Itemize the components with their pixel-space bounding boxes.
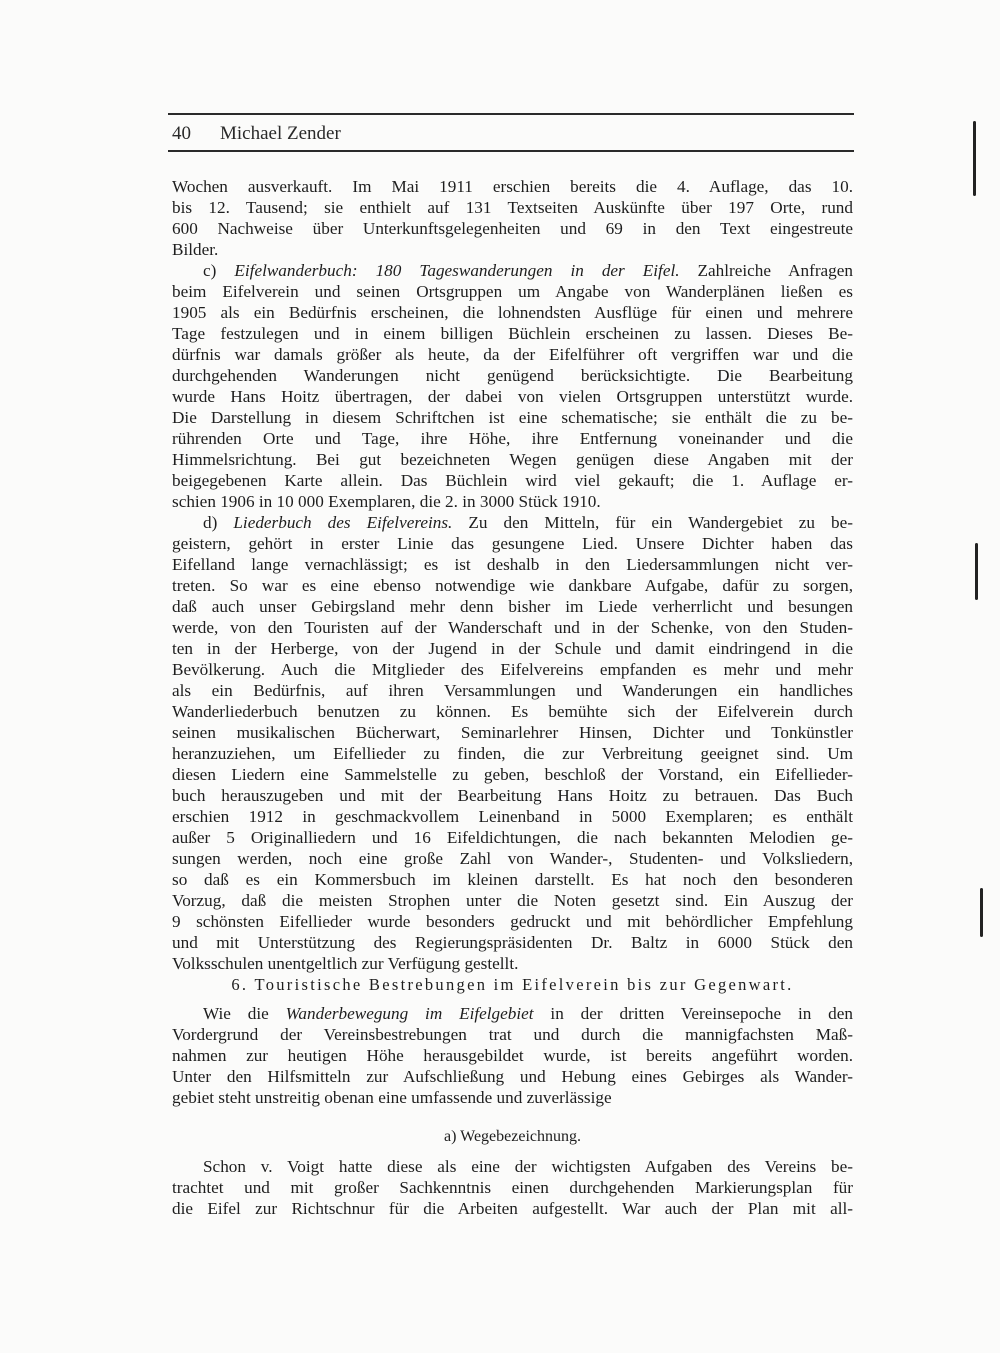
text-line: beim Eifelverein und seinen Ortsgruppen um Angabe von Wanderplänen ließen es [172,282,853,301]
binding-mark [980,888,983,937]
text-line: Unter den Hilfsmitteln zur Aufschließung und Hebung eines Gebirges als Wander- [172,1067,853,1086]
text-line: heranzuziehen, um Eifellieder zu finden, die zur Verbreitung geeignet sind. Um [172,744,853,763]
text-fragment: Wie die [203,1004,286,1023]
text-line: geistern, gehört in erster Linie das gesungene Lied. Unsere Dichter haben das [172,534,853,553]
subsection-a-text [172,1156,853,1219]
section-title: Liederbuch des Eifelvereins. [233,513,453,532]
text-fragment: in der dritten Vereinsepoche in den [533,1004,853,1023]
text-line: 600 Nachweise über Unterkunftsgelegenheiten und 69 in den Text eingestreute [172,219,853,238]
text-line: diesen Liedern eine Sammelstelle zu geben, beschloß der Vorstand, ein Eifellieder- [172,765,853,784]
text-line: sungen werden, noch eine große Zahl von Wander-, Studenten- und Volksliedern, [172,849,853,868]
text-line: gebiet steht unstreitig obenan eine umfassende und zuverlässige [172,1088,612,1107]
text-line: nahmen zur heutigen Höhe herausgebildet wurde, ist bereits angeführt worden. [172,1046,853,1065]
text-line [172,512,853,533]
text-line: so daß es ein Kommersbuch im kleinen darstellt. Es hat noch den besonderen [172,870,853,889]
emphasis: Wanderbewegung im Eifelgebiet [285,1004,534,1023]
text-line: rührenden Orte und Tage, ihre Höhe, ihre Entfernung voneinander und die [172,429,853,448]
text-line: dürfnis war damals größer als heute, da der Eifelführer oft vergriffen war und die [172,345,853,364]
text-line: bis 12. Tausend; sie enthielt auf 131 Textseiten Auskünfte über 197 Orte, rund [172,198,853,217]
text-line: 1905 als ein Bedürfnis erscheinen, die lohnendsten Ausflüge für einen und mehrere [172,303,853,322]
text-line: daß auch unser Gebirgsland mehr denn bisher im Liede verherrlicht und besungen [172,597,853,616]
text-line: Bevölkerung. Auch die Mitglieder des Eifelvereins empfanden es mehr und mehr [172,660,853,679]
running-head [172,121,341,147]
text-line: außer 5 Originalliedern und 16 Eifeldichtungen, die nach bekannten Melodien ge- [172,828,853,847]
chapter-6-intro [172,1003,853,1108]
section-label: d) [203,513,234,532]
section-label: c) [203,261,235,280]
page-number: 40 [172,123,191,144]
text-line: Vordergrund der Vereinsbestrebungen trat und durch die mannigfachsten Maß- [172,1025,853,1044]
section-c-eifelwanderbuch [172,260,853,512]
text-line: Vorzug, daß die meisten Strophen unter die Noten gesetzt sind. Ein Auszug der [172,891,853,910]
text-line: Volksschulen unentgeltlich zur Verfügung gestellt. [172,954,519,973]
text-line: werde, von den Touristen auf der Wanderschaft und in der Schenke, von den Studen- [172,618,853,637]
header-bottom-rule [168,150,854,152]
paragraph-continuation [172,176,853,260]
text-line: Wanderliederbuch benutzen zu können. Es bemühte sich der Eifelverein durch [172,702,853,721]
text-line: trachtet und mit großer Sachkenntnis einen durchgehenden Markierungsplan für [172,1178,853,1197]
subsection-a [172,1126,853,1147]
text-line: Schon v. Voigt hatte diese als eine der wichtigsten Aufgaben des Vereins be- [203,1157,853,1176]
text-line: und mit Unterstützung des Regierungspräsidenten Dr. Baltz in 6000 Stück den [172,933,853,952]
section-d-liederbuch [172,512,853,974]
chapter-6 [172,974,853,995]
text-line: Wochen ausverkauft. Im Mai 1911 erschien bereits die 4. Auflage, das 10. [172,177,853,196]
text-line: Bilder. [172,240,219,259]
text-line: treten. So war es eine ebenso notwendige wie dankbare Aufgabe, dafür zu sorgen, [172,576,853,595]
text-line: Himmelsrichtung. Bei gut bezeichneten Wegen genügen diese Angaben mit der [172,450,853,469]
binding-mark [975,543,978,600]
text-line: seinen musikalischen Bücherwart, Seminarlehrer Hinsen, Dichter und Tonkünstler [172,723,853,742]
text-line: ten in der Herberge, von der Jugend in der Schule und damit eindringend in die [172,639,853,658]
text-line: buch herauszugeben und mit der Bearbeitung Hans Hoitz zu betrauen. Das Buch [172,786,853,805]
text-line: durchgehenden Wanderungen nicht genügend berücksichtigte. Die Bearbeitung [172,366,853,385]
text-line: schien 1906 in 10 000 Exemplaren, die 2. in 3000 Stück 1910. [172,492,601,511]
text-line: wurde Hans Hoitz übertragen, der dabei von vielen Ortsgruppen unterstützt wurde. [172,387,853,406]
text-fragment: Zu den Mitteln, für ein Wandergebiet zu be- [452,513,853,532]
subsection-heading: a) Wegebezeichnung. [443,1128,581,1145]
author-name: Michael Zender [220,123,341,144]
binding-mark [973,121,976,196]
main-text-block [172,176,853,974]
text-line: 9 schönsten Eifellieder wurde besonders gedruckt und mit behördlicher Empfehlung [172,912,853,931]
text-line: erschien 1912 in geschmackvollem Leinenband in 5000 Exemplaren; es enthält [172,807,853,826]
text-line: die Eifel zur Richtschnur für die Arbeiten aufgestellt. War auch der Plan mit all- [172,1199,853,1218]
text-line [172,1003,853,1024]
text-line: beigegebenen Karte allein. Das Büchlein wird viel gekauft; die 1. Auflage er- [172,471,853,490]
text-fragment: Zahlreiche Anfragen [679,261,854,280]
header-top-rule [168,113,854,115]
section-title: Eifelwanderbuch: 180 Tageswanderungen in der Eifel. [234,261,680,280]
text-line: Eifelland lange vernachlässigt; es ist deshalb in den Liedersammlungen nicht ver- [172,555,853,574]
chapter-heading: 6. Touristische Bestrebungen im Eifelverein bis zur Gegenwart. [231,975,794,994]
text-line: als ein Bedürfnis, auf ihren Versammlungen und Wanderungen ein handliches [172,681,853,700]
text-line [172,260,853,281]
text-line: Die Darstellung in diesem Schriftchen ist eine schematische; sie enthält die zu be- [172,408,853,427]
text-line: Tage festzulegen und in einem billigen Büchlein erscheinen zu lassen. Dieses Be- [172,324,853,343]
